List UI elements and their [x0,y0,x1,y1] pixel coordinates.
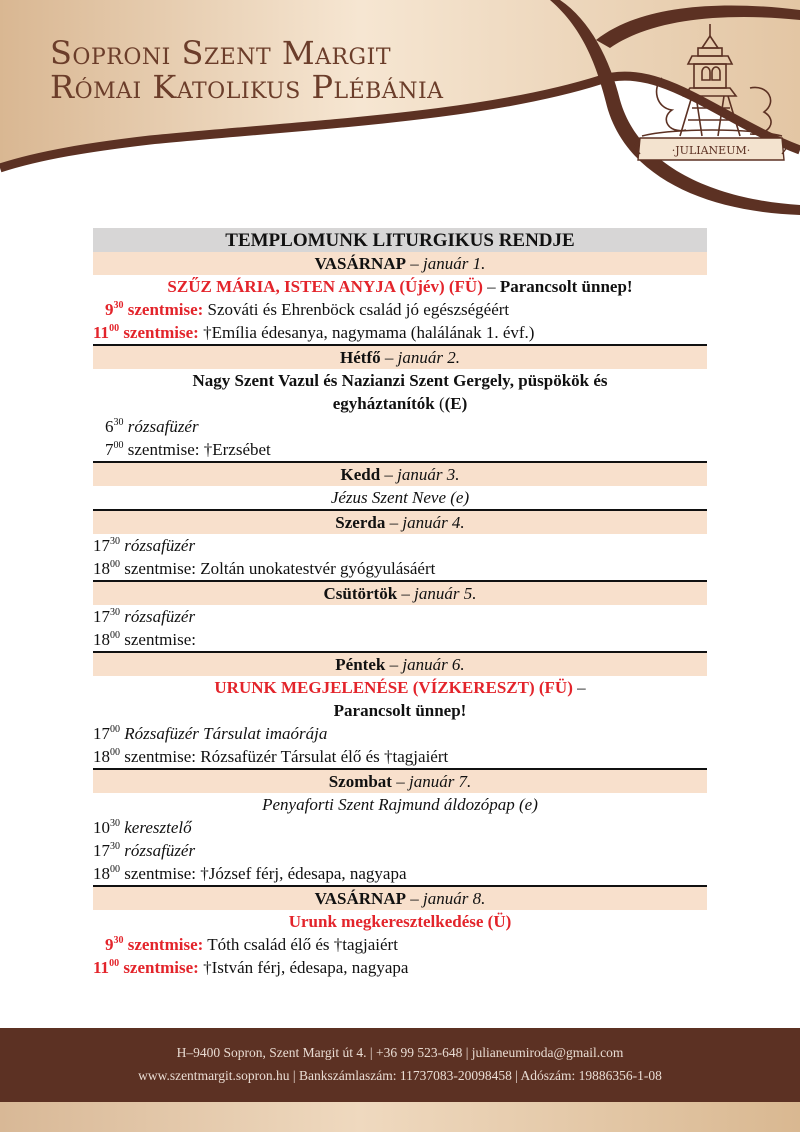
day-header-jan8: VASÁRNAP – január 8. [93,885,707,910]
day-header-jan5: Csütörtök – január 5. [93,580,707,605]
mass-time: $9^{30}$ szentmise: [105,300,204,319]
liturgical-schedule [93,228,707,979]
day-date: január 1. [422,254,486,273]
feast-jan3: Jézus Szent Neve (e) [330,488,470,507]
feast-jan1 [93,275,707,298]
day-header-jan7: Szombat – január 7. [93,768,707,793]
mass-intention: Tóth család élő és †tagjaiért [207,935,398,954]
day-date: január 3. [397,465,460,484]
day-date: január 5. [414,584,477,603]
feast-separator: – [572,678,586,697]
day-date: január 4. [402,513,465,532]
feast-name-red: URUNK MEGJELENÉSE (VÍZKERESZT) (FÜ) [214,678,573,697]
day-header-jan2: Hétfő – január 2. [93,344,707,369]
day-header-jan1: VASÁRNAP – január 1. [93,252,707,275]
day-date: január 6. [402,655,465,674]
mass-time: $11^{00}$ szentmise: [93,323,199,342]
day-name: Hétfő [340,348,381,367]
mass-line [93,298,707,321]
feast-jan2 [93,369,707,415]
footer-bank-info: www.szentmargit.sopron.hu | Bankszámlaszám: 11737083-20098458 | Adószám: 19886356-1-08 [138,1068,662,1083]
feast-note: Parancsolt ünnep! [499,277,633,296]
julianeum-logo [632,18,790,168]
schedule-line: $18^{00}$ szentmise: †József férj, édesapa, nagyapa [93,864,407,883]
feast-jan6 [93,676,707,722]
footer-band [0,1102,800,1132]
day-name: Szerda [335,513,386,532]
mass-line: $9^{30}$ szentmise: Tóth család élő és †tagjaiért [105,935,398,954]
feast-name-red: SZŰZ MÁRIA, ISTEN ANYJA (Újév) (FÜ) [167,277,483,296]
mass-intention: †István férj, édesapa, nagyapa [203,958,409,977]
day-name: Csütörtök [323,584,398,603]
day-header-jan3: Kedd – január 3. [93,461,707,486]
schedule-line: $17^{30}$ rózsafüzér [93,841,196,860]
day-header-jan6: Péntek – január 6. [93,651,707,676]
feast-separator: – [482,277,500,296]
day-name: Péntek [335,655,386,674]
footer-contact: H–9400 Sopron, Szent Margit út 4. | +36 99 523-648 | julianeumiroda@gmail.com [176,1045,624,1060]
mass-intention: †Emília édesanya, nagymama (halálának 1. évf.) [203,323,535,342]
schedule-line: $18^{00}$ szentmise: Zoltán unokatestvér gyógyulásáért [93,559,436,578]
schedule-line: $18^{00}$ szentmise: [93,630,197,649]
day-date: január 2. [397,348,460,367]
day-header-jan4: Szerda – január 4. [93,509,707,534]
mass-line [93,321,707,344]
schedule-heading: TEMPLOMUNK LITURGIKUS RENDJE [93,228,707,252]
feast-jan8: Urunk megkeresztelkedése (Ü) [288,912,512,931]
feast-note: Parancsolt ünnep! [333,701,467,720]
schedule-line: $17^{30}$ rózsafüzér [93,607,196,626]
day-name: Kedd [340,465,381,484]
logo-label: ·JULIANEUM· [671,144,751,157]
schedule-line: $6^{30}$ rózsafüzér [105,417,199,436]
schedule-line: $17^{00}$ Rózsafüzér Társulat imaórája [93,724,328,743]
day-name: Szombat [328,772,392,791]
day-date: január 7. [408,772,472,791]
footer [0,1028,800,1102]
day-name: VASÁRNAP [314,889,406,908]
schedule-line: $17^{30}$ rózsafüzér [93,536,196,555]
parish-title-line1: Soproni Szent Margit [50,34,391,72]
mass-line: $11^{00}$ szentmise: †István férj, édesapa, nagyapa [93,958,409,977]
feast-line: Nagy Szent Vazul és Nazianzi Szent Gergely, püspökök és [192,371,608,390]
parish-title [50,36,444,104]
schedule-line: $18^{00}$ szentmise: Rózsafüzér Társulat élő és †tagjaiért [93,747,449,766]
day-date: január 8. [422,889,486,908]
parish-title-line2: Római Katolikus Plébánia [50,68,444,106]
day-name: VASÁRNAP [314,254,406,273]
feast-jan7: Penyaforti Szent Rajmund áldozópap (e) [262,795,538,814]
schedule-line: $10^{30}$ keresztelő [93,818,192,837]
feast-line: egyháztanítók ((E) [332,394,468,413]
schedule-line: $7^{00}$ szentmise: †Erzsébet [105,440,271,459]
mass-intention: Szováti és Ehrenböck család jó egészségéért [207,300,510,319]
